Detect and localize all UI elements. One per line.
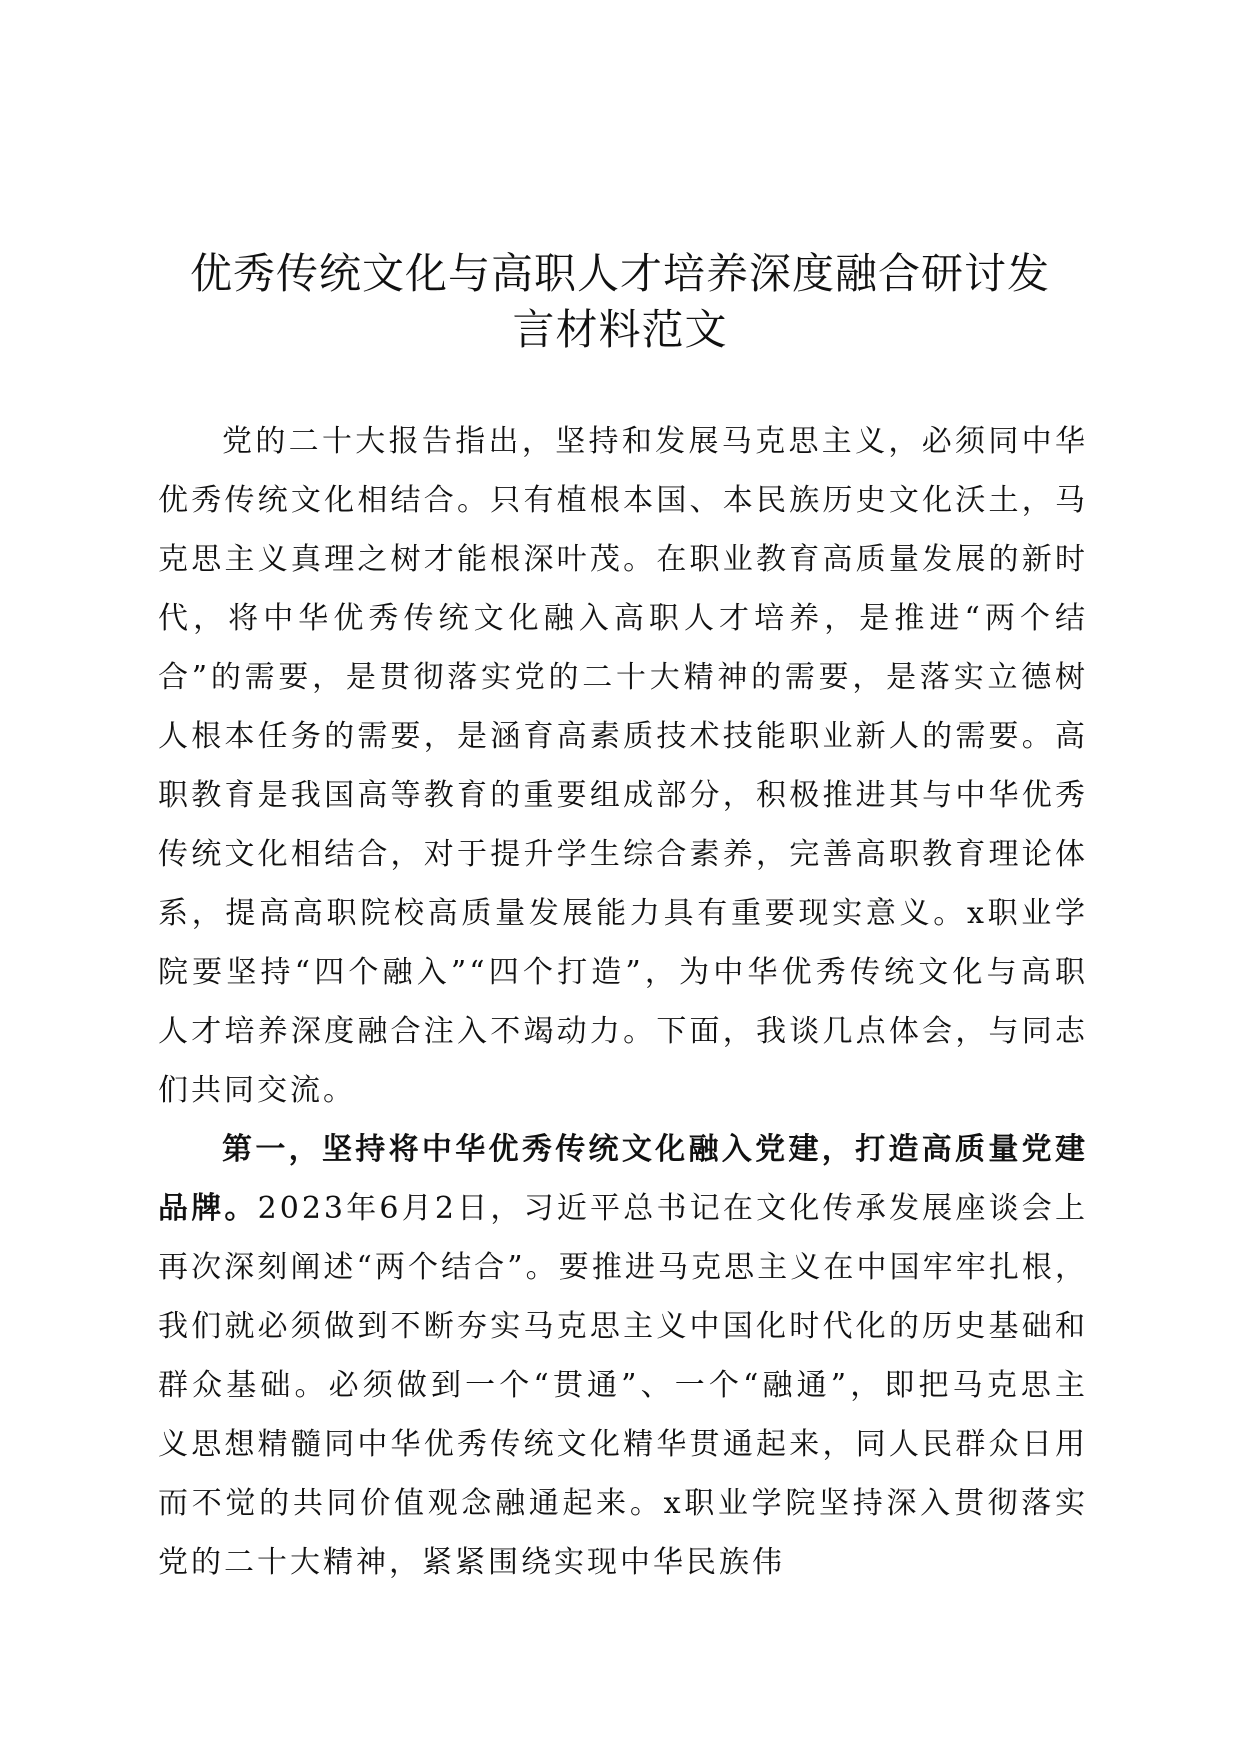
title-line-1: 优秀传统文化与高职人才培养深度融合研讨发 bbox=[189, 249, 1050, 298]
paragraph-text: 2023年6月2日，习近平总书记在文化传承发展座谈会上再次深刻阐述“两个结合”。要推进马克思主义在中国牢牢扎根，我们就必须做到不断夯实马克思主义中国化时代化的历史基础和群众基础。必须做到一个“贯通”、一个“融通”，即把马克思主义思想精髓同中华优秀传统文化精华贯通起来，同人民群众日用而不觉的共同价值观念融通起来。x职业学院坚持深入贯彻落实党的二十大精神，紧紧围绕实现中华民族伟 bbox=[158, 1191, 1088, 1580]
paragraph-lead-heading: 第一，坚持将中华优秀传统文化融入党建，打造高质量党建品牌。 bbox=[158, 1132, 1088, 1226]
paragraph-first-point bbox=[158, 1120, 1088, 1592]
document-body bbox=[158, 412, 1088, 1592]
paragraph-text: 党的二十大报告指出，坚持和发展马克思主义，必须同中华优秀传统文化相结合。只有植根本国、本民族历史文化沃土，马克思主义真理之树才能根深叶茂。在职业教育高质量发展的新时代，将中华优秀传统文化融入高职人才培养，是推进“两个结合”的需要，是贯彻落实党的二十大精神的需要，是落实立德树人根本任务的需要，是涵育高素质技术技能职业新人的需要。高职教育是我国高等教育的重要组成部分，积极推进其与中华优秀传统文化相结合，对于提升学生综合素养，完善高职教育理论体系，提高高职院校高质量发展能力具有重要现实意义。x职业学院要坚持“四个融入”“四个打造”，为中华优秀传统文化与高职人才培养深度融合注入不竭动力。下面，我谈几点体会，与同志们共同交流。 bbox=[158, 424, 1088, 1108]
document-title bbox=[150, 246, 1090, 358]
paragraph-intro bbox=[158, 412, 1088, 1120]
title-line-2: 言材料范文 bbox=[512, 305, 728, 354]
